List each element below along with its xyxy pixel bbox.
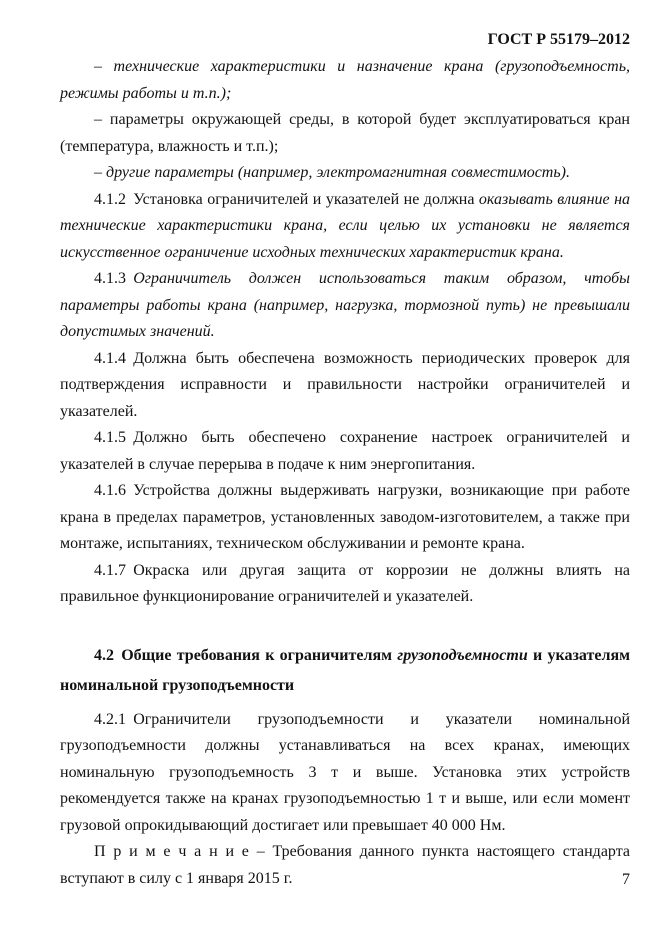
note-label: П р и м е ч а н и е bbox=[94, 843, 249, 860]
clause-number: 4.1.3 bbox=[94, 270, 126, 287]
section-title-italic: грузоподъемности bbox=[397, 646, 528, 664]
clause-text-italic: оказывать влияние на технические характеристики крана, если целью их установки не является искусственное ограничение исходных технических характеристик крана. bbox=[60, 190, 631, 261]
document-body bbox=[60, 54, 630, 892]
section-title: Общие требования к ограничителям bbox=[121, 646, 398, 664]
clause-number: 4.1.6 bbox=[94, 482, 126, 499]
clause-text: Установка ограничителей и указателей не должна bbox=[133, 190, 479, 208]
clause-text: Ограничители грузоподъемности и указатели номинальной грузоподъемности должны устанавливаться на всех кранах, имеющих номинальную грузоподъемность 3 т и выше. Установка этих устройств рекомендуется также на кранах грузоподъемностью 1 т и выше, или если момент грузовой опрокидывающий достигает или превышает 40 000 Нм. bbox=[60, 710, 630, 834]
clause-text: Устройства должны выдерживать нагрузки, возникающие при работе крана в пределах параметров, установленных заводом-изготовителем, а также при монтаже, испытаниях, техническом обслуживании и ремонте крана. bbox=[60, 482, 630, 552]
clause-number: 4.1.7 bbox=[94, 561, 126, 579]
clause-number: 4.1.4 bbox=[94, 349, 126, 367]
list-item-technical: – технические характеристики и назначение крана (грузоподъемность, режимы работы и т.п.); bbox=[60, 58, 630, 102]
clause-4-1-3 bbox=[60, 266, 630, 346]
clause-4-1-4 bbox=[60, 346, 630, 426]
clause-number: 4.1.2 bbox=[94, 190, 126, 208]
section-title-continued: и указателям номинальной грузоподъемности bbox=[60, 646, 630, 694]
clause-text-italic: Ограничитель должен использоваться таким образом, чтобы параметры работы крана (например, нагрузка, тормозной путь) не превышали допустимых значений. bbox=[60, 270, 630, 340]
list-item-environment: – параметры окружающей среды, в которой будет эксплуатироваться кран (температура, влажность и т.п.); bbox=[60, 111, 630, 155]
clause-text: Должно быть обеспечено сохранение настроек ограничителей и указателей в случае перерыва в подаче к ним энергопитания. bbox=[60, 429, 630, 473]
clause-text: Должна быть обеспечена возможность периодических проверок для подтверждения исправности и правильности настройки ограничителей и указателей. bbox=[60, 349, 630, 420]
clause-4-1-7 bbox=[60, 558, 630, 611]
page-number: 7 bbox=[622, 871, 630, 888]
clause-4-2-1 bbox=[60, 707, 630, 840]
clause-4-1-6 bbox=[60, 478, 630, 558]
note-text: – Требования данного пункта настоящего стандарта вступают в силу с 1 января 2015 г. bbox=[60, 843, 630, 887]
section-number: 4.2 bbox=[94, 646, 114, 664]
clause-4-1-5 bbox=[60, 425, 630, 478]
list-item-other: – другие параметры (например, электромагнитная совместимость). bbox=[94, 164, 570, 181]
standard-code: ГОСТ Р 55179–2012 bbox=[487, 31, 630, 48]
document-header bbox=[60, 30, 630, 50]
clause-4-1-2 bbox=[60, 187, 630, 267]
clause-text: Окраска или другая защита от коррозии не должны влиять на правильное функционирование ограничителей и указателей. bbox=[60, 561, 630, 605]
clause-number: 4.1.5 bbox=[94, 429, 126, 446]
clause-number: 4.2.1 bbox=[94, 710, 126, 728]
section-heading-4-2 bbox=[60, 641, 630, 701]
